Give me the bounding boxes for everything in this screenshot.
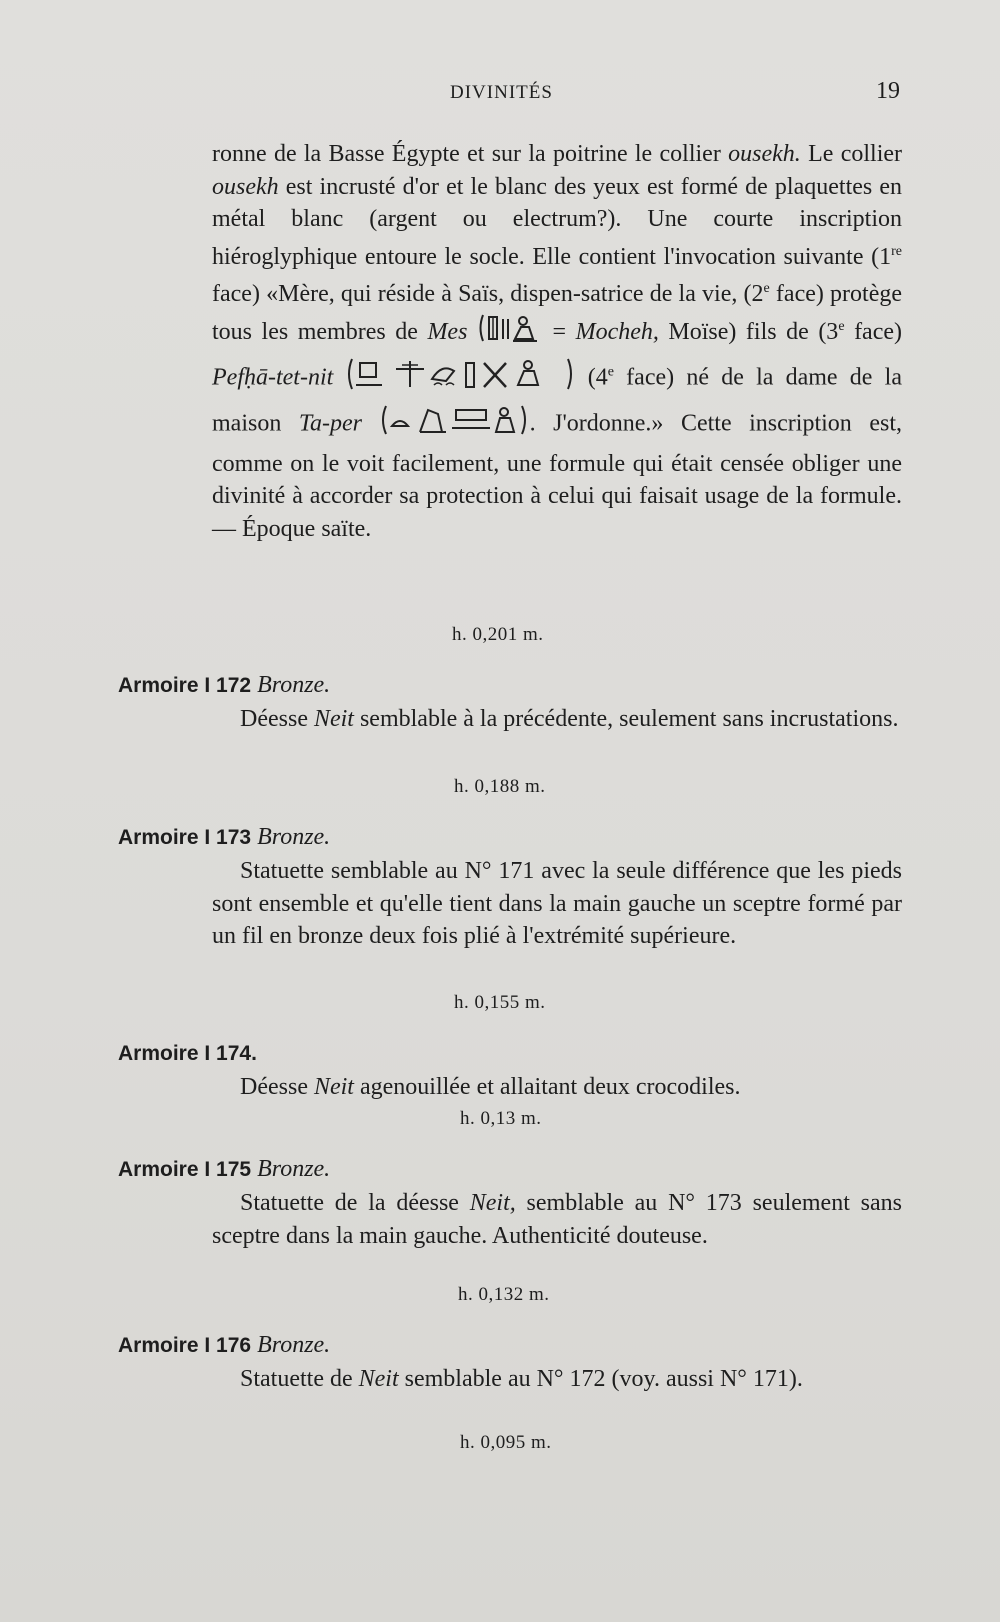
entry-heading-176 xyxy=(118,1332,330,1359)
intro-text-2: Le collier xyxy=(800,141,903,167)
entry-material: Bronze. xyxy=(257,672,331,698)
intro-text-9: face) né de la dame de la maison xyxy=(212,364,902,437)
page-number: 19 xyxy=(876,78,900,104)
hieroglyph-cartouche-pefha xyxy=(346,355,576,403)
entry-heading-173 xyxy=(118,824,330,851)
entry-material: Bronze. xyxy=(257,824,331,850)
entry-text-a: Statuette de la déesse xyxy=(240,1190,470,1216)
entry-description-173 xyxy=(212,855,902,953)
entry-description-175 xyxy=(212,1187,902,1252)
entry-text-a: Statuette semblable au N° 171 avec la seule différence que les pieds sont ensemble et qu'elle tient dans la main gauche un sceptre formé par un fil en bronze deux fois plié à l'extrémité supérieure. xyxy=(212,858,902,949)
intro-eq: = xyxy=(542,318,576,345)
running-title: DIVINITÉS xyxy=(450,82,553,103)
intro-term-ousekh: ousekh. xyxy=(728,141,801,167)
entry-location: Armoire I 174. xyxy=(118,1042,257,1065)
entry-text-a: Déesse xyxy=(240,1074,314,1100)
measure-173: h. 0,155 m. xyxy=(454,992,546,1013)
intro-text-1: ronne de la Basse Égypte et sur la poitrine le collier xyxy=(212,141,721,167)
entry-text-b: semblable au N° 172 (voy. aussi N° 171). xyxy=(398,1366,803,1392)
hieroglyph-cartouche-taper xyxy=(380,402,530,448)
sup-face-3: e xyxy=(838,318,845,334)
entry-description-172 xyxy=(212,703,902,736)
intro-text-10: . J'ordonne.» Cette inscription est, comme on le voit facilement, une formule qui était censée obliger une divinité à accorder sa protection à celui qui faisait usage de la formule. — Époque saïte. xyxy=(212,410,903,542)
entry-location: Armoire I 175 xyxy=(118,1158,252,1181)
entry-description-174 xyxy=(212,1071,902,1104)
entry-material: Bronze. xyxy=(257,1332,331,1358)
name-taper: Ta-per xyxy=(298,410,363,437)
sup-face-2: e xyxy=(763,281,770,296)
intro-term-ousekh-2: ousekh xyxy=(212,173,279,200)
entry-heading-172 xyxy=(118,672,330,699)
entry-location: Armoire I 176 xyxy=(118,1334,252,1357)
entry-deity-name: Neit, xyxy=(469,1190,516,1216)
sup-face-1: re xyxy=(891,243,902,259)
entry-deity-name: Neit xyxy=(358,1366,399,1392)
entry-material: Bronze. xyxy=(257,1156,331,1182)
measure-176: h. 0,095 m. xyxy=(460,1432,552,1453)
entry-heading-174 xyxy=(118,1040,257,1067)
hieroglyph-cartouche-mes xyxy=(477,311,543,355)
measure-intro: h. 0,201 m. xyxy=(452,624,544,645)
entry-text-a: Déesse xyxy=(240,706,314,732)
name-mocheh: Mocheh, xyxy=(575,318,659,345)
entry-location: Armoire I 173 xyxy=(118,826,252,849)
entry-deity-name: Neit xyxy=(313,706,354,732)
name-mes: Mes xyxy=(427,318,468,345)
entry-text-b: agenouillée et allaitant deux crocodiles. xyxy=(353,1074,741,1100)
entry-heading-175 xyxy=(118,1156,330,1183)
measure-174: h. 0,13 m. xyxy=(460,1108,542,1129)
intro-paragraph xyxy=(212,138,902,545)
entry-text-a: Statuette de xyxy=(240,1366,359,1392)
entry-description-176 xyxy=(212,1363,902,1396)
entry-text-b: semblable à la précédente, seulement sans incrustations. xyxy=(353,706,899,732)
running-head xyxy=(0,78,1000,112)
intro-text-8: (4 xyxy=(575,364,608,390)
sup-face-4: e xyxy=(607,364,614,379)
intro-text-7: face) xyxy=(844,318,903,345)
intro-text-6: Moïse) fils de (3 xyxy=(658,318,839,345)
entry-location: Armoire I 172 xyxy=(118,674,252,697)
measure-172: h. 0,188 m. xyxy=(454,776,546,797)
intro-text-5: face) protège tous les membres de xyxy=(212,281,903,345)
entry-deity-name: Neit xyxy=(313,1074,354,1100)
intro-text-3: est incrusté d'or et le blanc des yeux est formé de plaquettes en métal blanc (argent ou electrum?). Une courte inscription hiéroglyphique entoure le socle. Elle contient l'invocation suivante (1 xyxy=(212,173,902,270)
intro-text-4: face) «Mère, qui réside à Saïs, dispen-satrice de la vie, (2 xyxy=(212,281,764,307)
entry-text-b: semblable au N° 173 seulement sans sceptre dans la main gauche. Authenticité douteuse. xyxy=(212,1190,902,1249)
name-pefha: Pefḥā-tet-nit xyxy=(212,364,334,390)
measure-175: h. 0,132 m. xyxy=(458,1284,550,1305)
